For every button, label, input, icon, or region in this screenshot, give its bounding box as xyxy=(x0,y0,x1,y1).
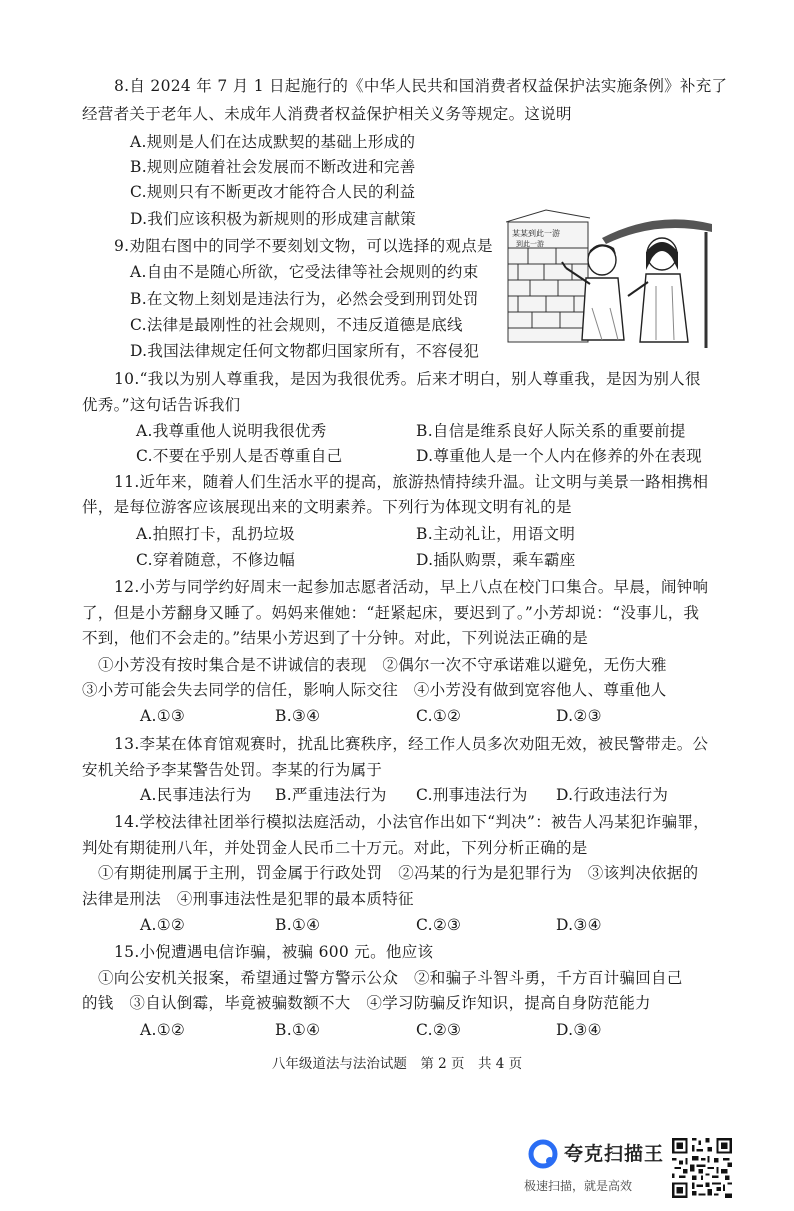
q9-option-b: B.在文物上刻划是违法行为，必然会受到刑罚处罚 xyxy=(130,290,479,308)
q14-option-c: C.②③ xyxy=(416,916,462,934)
q12-option-c: C.①② xyxy=(416,707,462,725)
qr-code-icon xyxy=(670,1136,734,1200)
q10-option-c: C.不要在乎别人是否尊重自己 xyxy=(136,447,343,465)
q8-option-c: C.规则只有不断更改才能符合人民的利益 xyxy=(130,183,416,201)
q10-option-d: D.尊重他人是一个人内在修养的外在表现 xyxy=(416,447,703,465)
q15-option-d: D.③④ xyxy=(556,1021,602,1039)
q13-option-b: B.严重违法行为 xyxy=(275,786,387,804)
q9-illustration xyxy=(506,208,714,350)
q12-stem-line3: 不到，他们不会走的。”结果小芳迟到了十分钟。对此，下列说法正确的是 xyxy=(82,629,589,647)
q14-option-a: A.①② xyxy=(140,916,186,934)
q12-stem-line2: 了，但是小芳翻身又睡了。妈妈来催她：“赶紧起床，要迟到了。”小芳却说：“没事儿，我 xyxy=(82,604,700,622)
q11-option-c: C.穿着随意，不修边幅 xyxy=(136,551,296,569)
quark-logo-icon xyxy=(528,1139,558,1169)
q12-statements-line1: ①小芳没有按时集合是不讲诚信的表现 ②偶尔一次不守承诺难以避免，无伤大雅 xyxy=(98,656,667,674)
q13-stem-line2: 安机关给予李某警告处罚。李某的行为属于 xyxy=(82,761,383,779)
q13-option-c: C.刑事违法行为 xyxy=(416,786,528,804)
q8-stem-line1: 8.自 2024 年 7 月 1 日起施行的《中华人民共和国消费者权益保护法实施条例》补充了 xyxy=(114,77,728,95)
q14-option-d: D.③④ xyxy=(556,916,602,934)
q14-stem-line2: 判处有期徒刑八年，并处罚金人民币二十万元。对此，下列分析正确的是 xyxy=(82,839,588,857)
q9-option-a: A.自由不是随心所欲，它受法律等社会规则的约束 xyxy=(130,263,479,281)
q12-stem-line1: 12.小芳与同学约好周末一起参加志愿者活动，早上八点在校门口集合。早晨，闹钟响 xyxy=(114,578,709,596)
q15-option-b: B.①④ xyxy=(275,1021,321,1039)
scanner-watermark xyxy=(524,1139,664,1199)
q15-stem: 15.小倪遭遇电信诈骗，被骗 600 元。他应该 xyxy=(114,943,434,961)
q10-option-b: B.自信是维系良好人际关系的重要前提 xyxy=(416,422,686,440)
q8-stem-line2: 经营者关于老年人、未成年人消费者权益保护相关义务等规定。这说明 xyxy=(82,105,572,123)
q8-option-d: D.我们应该积极为新规则的形成建言献策 xyxy=(130,210,417,228)
q12-option-a: A.①③ xyxy=(140,707,186,725)
q15-statements-line1: ①向公安机关报案，希望通过警方警示公众 ②和骗子斗智斗勇，千方百计骗回自己 xyxy=(98,969,683,987)
q11-option-b: B.主动礼让，用语文明 xyxy=(416,525,576,543)
q12-option-d: D.②③ xyxy=(556,707,602,725)
q13-stem-line1: 13.李某在体育馆观赛时，扰乱比赛秩序，经工作人员多次劝阻无效，被民警带走。公 xyxy=(114,735,709,753)
page-footer: 八年级道法与法治试题 第 2 页 共 4 页 xyxy=(271,1056,523,1072)
q9-stem: 9.劝阻右图中的同学不要刻划文物，可以选择的观点是 xyxy=(114,237,493,255)
q8-option-b: B.规则应随着社会发展而不断改进和完善 xyxy=(130,158,416,176)
scanner-brand: 夸克扫描王 xyxy=(564,1143,665,1165)
q11-option-a: A.拍照打卡，乱扔垃圾 xyxy=(136,525,295,543)
scanner-slogan: 极速扫描，就是高效 xyxy=(524,1179,633,1193)
child-persuading-figure xyxy=(628,238,688,342)
q11-stem-line1: 11.近年来，随着人们生活水平的提高，旅游热情持续升温。让文明与美景一路相携相 xyxy=(114,473,709,491)
q10-stem-line2: 优秀。”这句话告诉我们 xyxy=(82,396,241,414)
q14-stem-line1: 14.学校法律社团举行模拟法庭活动，小法官作出如下“判决”：被告人冯某犯诈骗罪， xyxy=(114,813,710,831)
q15-statements-line2: 的钱 ③自认倒霉，毕竟被骗数额不大 ④学习防骗反诈知识，提高自身防范能力 xyxy=(82,994,651,1012)
q13-option-a: A.民事违法行为 xyxy=(140,786,252,804)
q14-option-b: B.①④ xyxy=(275,916,321,934)
q11-stem-line2: 伴，是每位游客应该展现出来的文明素养。下列行为体现文明有礼的是 xyxy=(82,498,572,516)
q12-option-b: B.③④ xyxy=(275,707,321,725)
q8-option-a: A.规则是人们在达成默契的基础上形成的 xyxy=(130,133,416,151)
q10-stem-line1: 10.“我以为别人尊重我，是因为我很优秀。后来才明白，别人尊重我，是因为别人很 xyxy=(114,370,701,388)
q15-option-a: A.①② xyxy=(140,1021,186,1039)
q11-option-d: D.插队购票，乘车霸座 xyxy=(416,551,576,569)
q9-option-c: C.法律是最刚性的社会规则，不违反道德是底线 xyxy=(130,316,463,334)
q10-option-a: A.我尊重他人说明我很优秀 xyxy=(136,422,327,440)
q14-statements-line2: 法律是刑法 ④刑事违法性是犯罪的最本质特征 xyxy=(82,890,414,908)
wall-graffiti-1: 某某到此一游 xyxy=(512,229,560,238)
q12-statements-line2: ③小芳可能会失去同学的信任，影响人际交往 ④小芳没有做到宽容他人、尊重他人 xyxy=(82,681,667,699)
wall-graffiti-2: 到此一游 xyxy=(516,240,544,248)
q15-option-c: C.②③ xyxy=(416,1021,462,1039)
q14-statements-line1: ①有期徒刑属于主刑，罚金属于行政处罚 ②冯某的行为是犯罪行为 ③该判决依据的 xyxy=(98,864,699,882)
q13-option-d: D.行政违法行为 xyxy=(556,786,669,804)
q9-option-d: D.我国法律规定任何文物都归国家所有，不容侵犯 xyxy=(130,342,480,360)
